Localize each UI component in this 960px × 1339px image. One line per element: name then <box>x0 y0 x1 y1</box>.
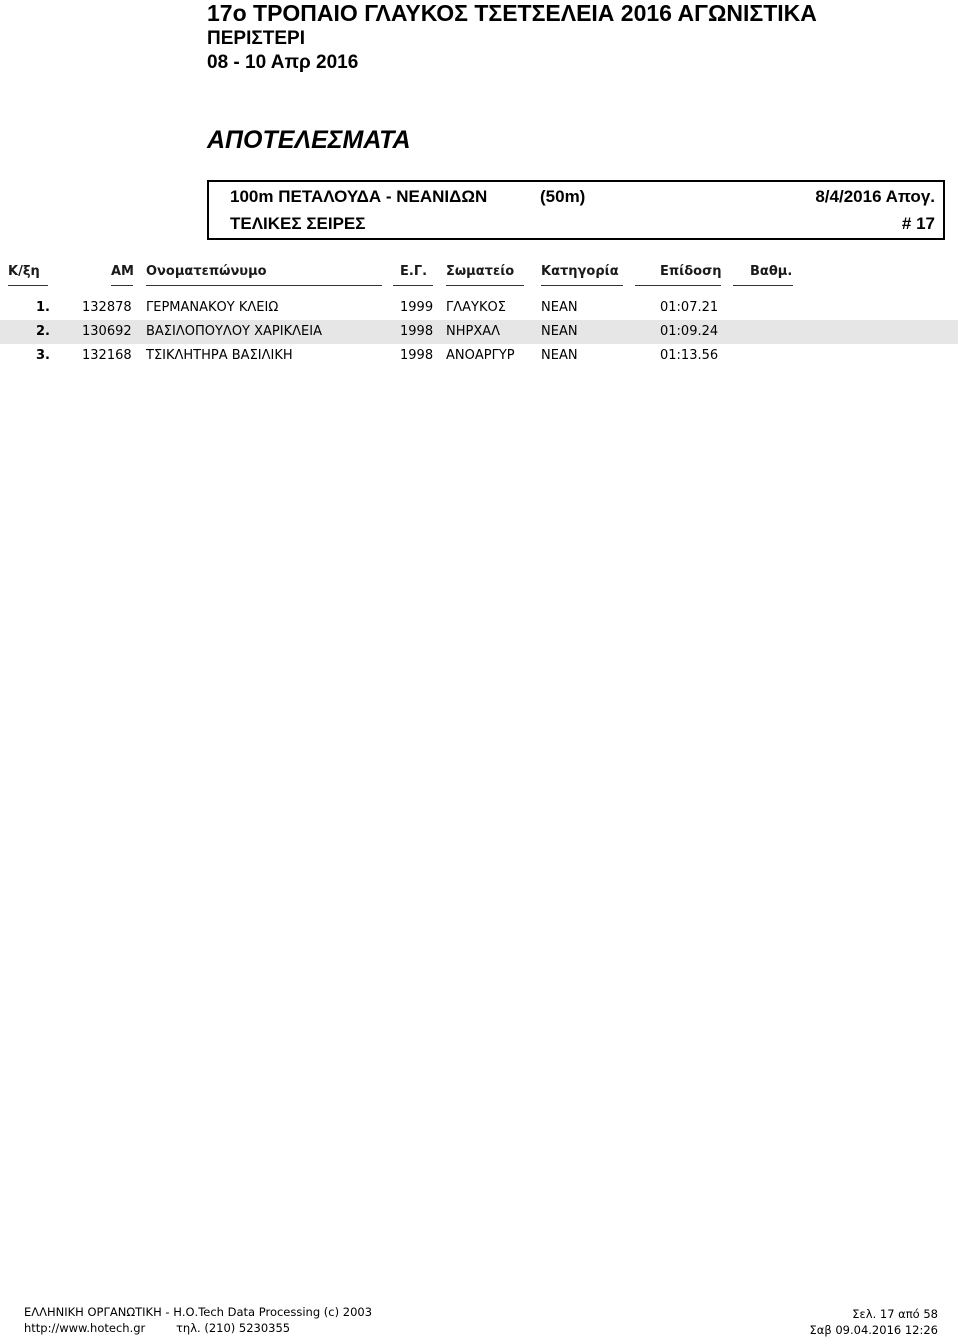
footer-org: ΕΛΛΗΝΙΚΗ ΟΡΓΑΝΩΤΙΚΗ - Η.Ο.Tech Data Processing (c) 2003 <box>24 1305 373 1319</box>
row-name: ΒΑΣΙΛΟΠΟΥΛΟΥ ΧΑΡΙΚΛΕΙΑ <box>146 324 322 339</box>
meet-dates: 08 - 10 Απρ 2016 <box>207 52 359 73</box>
row-name: ΓΕΡΜΑΝΑΚΟΥ ΚΛΕΙΩ <box>146 300 279 315</box>
col-rank: Κ/ξη <box>8 264 40 279</box>
event-name: 100m ΠΕΤΑΛΟΥΔΑ - ΝΕΑΝΙΔΩΝ <box>230 187 488 206</box>
row-am: 132168 <box>82 348 132 363</box>
col-time: Επίδοση <box>660 264 722 279</box>
footer-print-timestamp: Σαβ 09.04.2016 12:26 <box>809 1323 938 1337</box>
event-number: # 17 <box>901 214 935 233</box>
row-am: 130692 <box>82 324 132 339</box>
col-year: Ε.Γ. <box>400 264 428 279</box>
col-name-underline <box>146 285 382 286</box>
col-am-underline <box>111 285 133 286</box>
meet-location: ΠΕΡΙΣΤΕΡΙ <box>207 28 305 49</box>
row-year: 1999 <box>400 300 434 315</box>
col-year-underline <box>393 285 433 286</box>
row-time: 01:13.56 <box>660 348 719 363</box>
footer-url: http://www.hotech.gr <box>24 1321 146 1335</box>
col-club: Σωματείο <box>446 264 515 279</box>
row-rank: 1. <box>36 300 50 315</box>
meet-title: 17ο ΤΡΟΠΑΙΟ ΓΛΑΥΚΟΣ ΤΣΕΤΣΕΛΕΙΑ 2016 ΑΓΩΝΙΣΤΙΚΑ <box>207 0 817 26</box>
col-club-underline <box>446 285 524 286</box>
row-am: 132878 <box>82 300 132 315</box>
footer-page-number: Σελ. 17 από 58 <box>852 1307 938 1321</box>
col-rank-underline <box>8 285 48 286</box>
event-info-box <box>207 180 945 240</box>
col-points: Βαθμ. <box>750 264 793 279</box>
row-category: ΝΕΑΝ <box>541 324 578 339</box>
section-title: ΑΠΟΤΕΛΕΣΜΑΤΑ <box>207 126 411 154</box>
table-row <box>0 296 958 320</box>
row-time: 01:07.21 <box>660 300 719 315</box>
col-time-underline <box>635 285 721 286</box>
event-pool: (50m) <box>540 187 586 206</box>
table-row <box>0 320 958 344</box>
event-date-session: 8/4/2016 Απογ. <box>815 187 935 206</box>
col-name: Ονοματεπώνυμο <box>146 264 267 279</box>
col-category-underline <box>541 285 623 286</box>
row-name: ΤΣΙΚΛΗΤΗΡΑ ΒΑΣΙΛΙΚΗ <box>146 348 293 363</box>
row-year: 1998 <box>400 348 434 363</box>
row-rank: 2. <box>36 324 50 339</box>
col-points-underline <box>733 285 793 286</box>
row-club: ΓΛΑΥΚΟΣ <box>446 300 506 315</box>
table-row <box>0 344 958 368</box>
row-year: 1998 <box>400 324 434 339</box>
row-category: ΝΕΑΝ <box>541 300 578 315</box>
row-rank: 3. <box>36 348 50 363</box>
row-time: 01:09.24 <box>660 324 719 339</box>
row-club: ΑΝΟΑΡΓΥΡ <box>446 348 515 363</box>
event-phase: ΤΕΛΙΚΕΣ ΣΕΙΡΕΣ <box>230 214 366 233</box>
row-category: ΝΕΑΝ <box>541 348 578 363</box>
footer-phone: τηλ. (210) 5230355 <box>176 1321 291 1335</box>
col-am: ΑΜ <box>111 264 134 279</box>
row-club: ΝΗΡΧΑΛ <box>446 324 501 339</box>
col-category: Κατηγορία <box>541 264 619 279</box>
